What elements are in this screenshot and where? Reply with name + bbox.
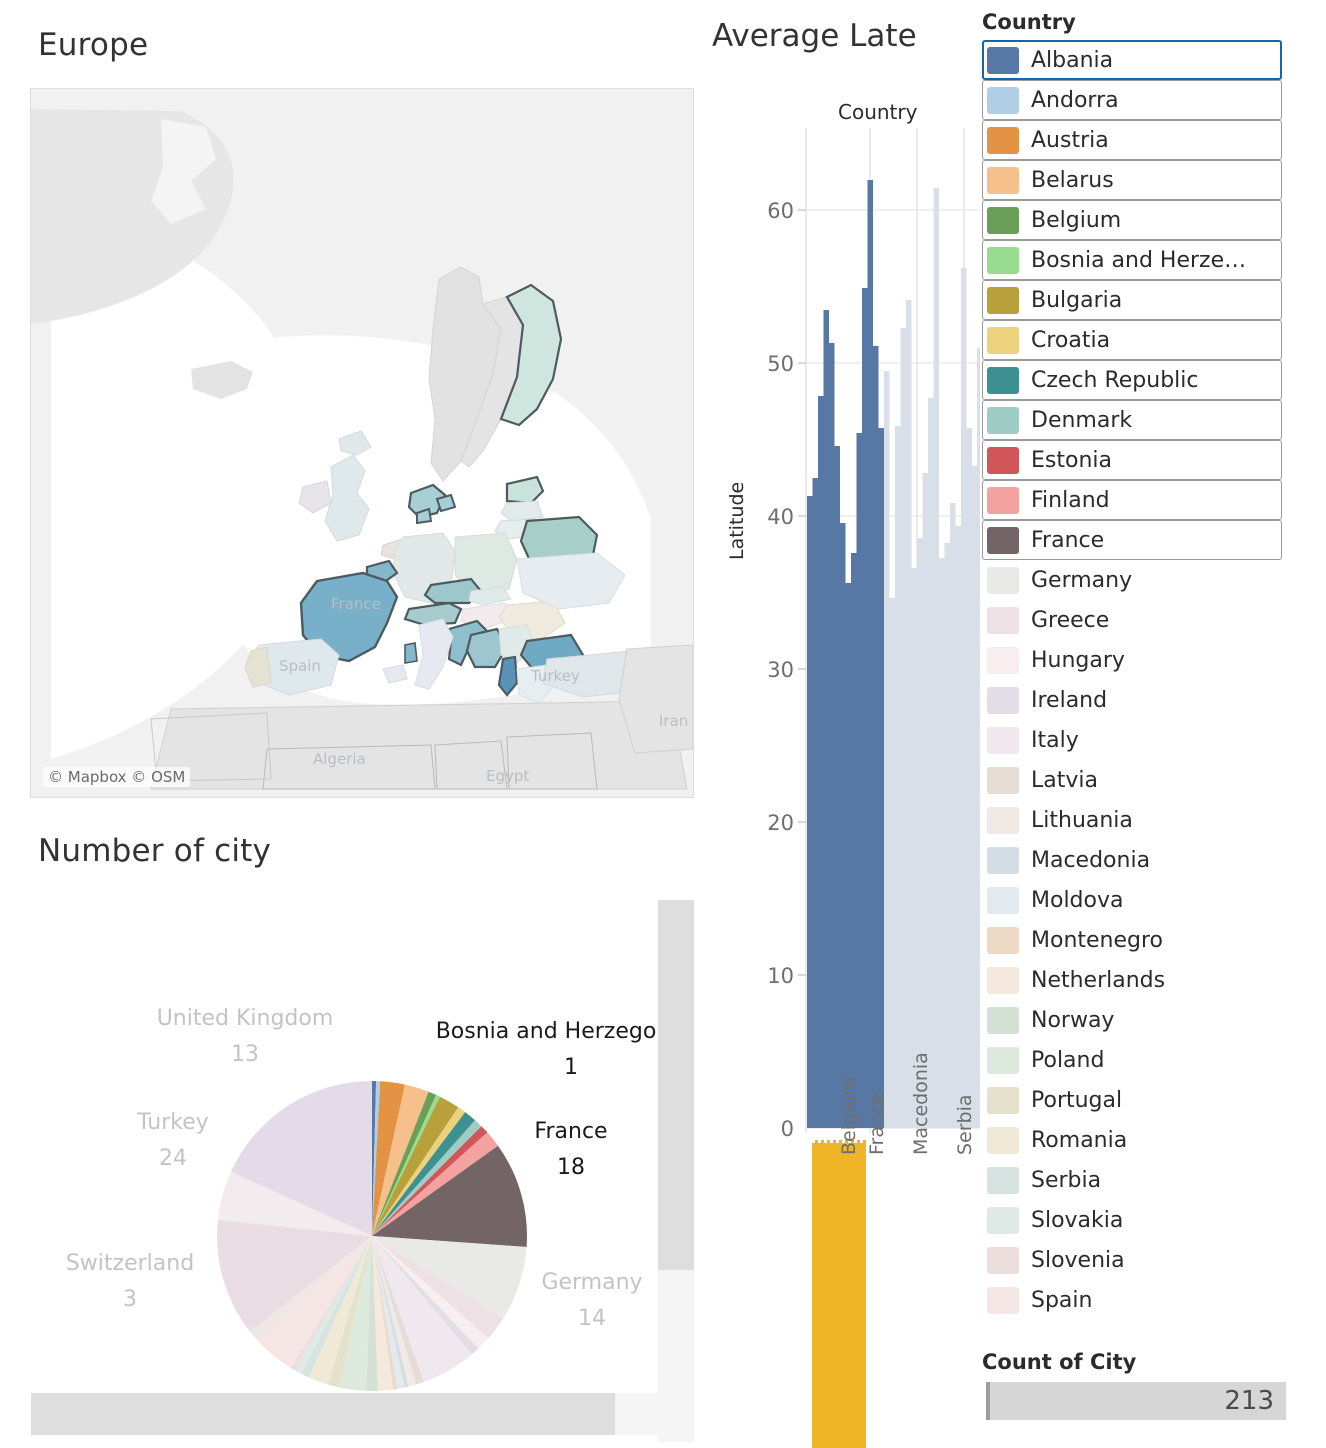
legend-item-label: Slovakia	[1031, 1207, 1124, 1233]
legend-item-germany[interactable]	[982, 560, 1282, 600]
legend-item-estonia[interactable]	[982, 440, 1282, 480]
pie-label-germany: Germany	[541, 1270, 643, 1295]
legend-item-label: Ireland	[1031, 687, 1108, 713]
legend-item-label: Lithuania	[1031, 807, 1133, 833]
legend-item-moldova[interactable]	[982, 880, 1282, 920]
pie-label-united-kingdom: United Kingdom	[156, 1006, 334, 1031]
legend-item-label: Greece	[1031, 607, 1110, 633]
legend-swatch-icon	[987, 927, 1019, 954]
legend-title: Country	[982, 10, 1076, 34]
legend-item-slovakia[interactable]	[982, 1200, 1282, 1240]
map-panel-title: Europe	[38, 27, 149, 63]
legend-swatch-icon	[987, 767, 1019, 794]
pie-panel-title: Number of city	[38, 833, 272, 869]
legend-swatch-icon	[987, 567, 1019, 594]
pie-horizontal-scrollbar-track[interactable]	[615, 1393, 664, 1435]
legend-item-serbia[interactable]	[982, 1160, 1282, 1200]
legend-swatch-icon	[987, 167, 1019, 194]
legend-item-spain[interactable]	[982, 1280, 1282, 1320]
legend-item-france[interactable]	[982, 520, 1282, 560]
legend-swatch-icon	[987, 1047, 1019, 1074]
x-tick-serbia[interactable]	[934, 1094, 976, 1295]
legend-item-label: Hungary	[1031, 647, 1125, 673]
map-canvas[interactable]	[31, 89, 693, 797]
legend-swatch-icon	[987, 127, 1019, 154]
legend-item-label: Bosnia and Herze…	[1031, 247, 1247, 273]
legend-item-macedonia[interactable]	[982, 840, 1282, 880]
pie-vertical-scrollbar-thumb[interactable]	[658, 900, 694, 1270]
legend-item-label: France	[1031, 527, 1105, 553]
legend-item-label: Estonia	[1031, 447, 1112, 473]
legend-item-romania[interactable]	[982, 1120, 1282, 1160]
x-tick-serbia-label: Serbia	[954, 1094, 976, 1155]
legend-item-label: Latvia	[1031, 767, 1098, 793]
bar-y-axis-label: Latitude	[726, 481, 748, 560]
legend-swatch-icon	[987, 287, 1019, 314]
legend-item-czech-republic[interactable]	[982, 360, 1282, 400]
y-tick-40: 40	[767, 505, 794, 529]
europe-map[interactable]	[30, 88, 694, 798]
legend-item-label: Netherlands	[1031, 967, 1166, 993]
count-of-city-title: Count of City	[982, 1350, 1137, 1374]
number-of-city-pie-panel[interactable]	[30, 898, 694, 1443]
legend-item-norway[interactable]	[982, 1000, 1282, 1040]
legend-item-hungary[interactable]	[982, 640, 1282, 680]
legend-swatch-icon	[987, 1247, 1019, 1274]
bar-group-highlighted[interactable]	[807, 180, 884, 1128]
y-tick-10: 10	[767, 964, 794, 988]
legend-item-austria[interactable]	[982, 120, 1282, 160]
pie-label-turkey: Turkey	[137, 1110, 209, 1135]
legend-item-label: Belarus	[1031, 167, 1114, 193]
map-label-france: France	[331, 595, 381, 613]
legend-item-italy[interactable]	[982, 720, 1282, 760]
legend-item-list[interactable]	[982, 40, 1282, 1320]
pie-value-bosnia: 1	[564, 1055, 578, 1080]
bar-group-dimmed[interactable]	[884, 188, 980, 1128]
legend-item-belgium[interactable]	[982, 200, 1282, 240]
map-label-algeria: Algeria	[313, 750, 366, 768]
pie-value-switzerland: 3	[123, 1287, 137, 1312]
legend-item-latvia[interactable]	[982, 760, 1282, 800]
legend-swatch-icon	[987, 247, 1019, 274]
x-tick-macedonia[interactable]	[890, 1052, 932, 1305]
legend-item-croatia[interactable]	[982, 320, 1282, 360]
legend-item-label: Slovenia	[1031, 1247, 1125, 1273]
legend-item-portugal[interactable]	[982, 1080, 1282, 1120]
legend-swatch-icon	[987, 527, 1019, 554]
y-tick-60: 60	[767, 199, 794, 223]
legend-swatch-icon	[987, 1087, 1019, 1114]
legend-item-label: Poland	[1031, 1047, 1105, 1073]
legend-item-bosnia-and-herze[interactable]	[982, 240, 1282, 280]
x-tick-macedonia-label: Macedonia	[910, 1052, 932, 1155]
legend-item-albania[interactable]	[982, 40, 1282, 80]
map-label-iran: Iran	[659, 712, 689, 730]
legend-item-montenegro[interactable]	[982, 920, 1282, 960]
legend-swatch-icon	[987, 967, 1019, 994]
pie-label-france: France	[534, 1119, 608, 1144]
legend-swatch-icon	[987, 47, 1019, 74]
pie-label-switzerland: Switzerland	[65, 1251, 195, 1276]
legend-item-label: Italy	[1031, 727, 1079, 753]
legend-item-label: Croatia	[1031, 327, 1111, 353]
legend-swatch-icon	[987, 1287, 1019, 1314]
legend-item-netherlands[interactable]	[982, 960, 1282, 1000]
legend-item-label: Norway	[1031, 1007, 1115, 1033]
legend-item-label: Denmark	[1031, 407, 1133, 433]
map-label-turkey: Turkey	[531, 667, 580, 685]
y-tick-50: 50	[767, 352, 794, 376]
pie-value-france: 18	[557, 1155, 585, 1180]
legend-swatch-icon	[987, 367, 1019, 394]
legend-swatch-icon	[987, 1167, 1019, 1194]
map-label-egypt: Egypt	[486, 767, 530, 785]
legend-item-finland[interactable]	[982, 480, 1282, 520]
country-legend[interactable]	[982, 10, 1282, 1320]
legend-swatch-icon	[987, 687, 1019, 714]
x-tick-belgium-label: Belgium	[838, 1077, 860, 1155]
pie-value-united-kingdom: 13	[231, 1042, 259, 1067]
legend-item-label: Germany	[1031, 567, 1133, 593]
legend-item-poland[interactable]	[982, 1040, 1282, 1080]
x-tick-france-label: France	[866, 1091, 888, 1155]
legend-swatch-icon	[987, 447, 1019, 474]
legend-item-bulgaria[interactable]	[982, 280, 1282, 320]
map-label-spain: Spain	[279, 657, 321, 675]
x-tick-belgium[interactable]	[818, 1077, 860, 1295]
legend-swatch-icon	[987, 207, 1019, 234]
legend-item-slovenia[interactable]	[982, 1240, 1282, 1280]
right-margin	[1290, 0, 1326, 1448]
legend-swatch-icon	[987, 727, 1019, 754]
bar-column-header: Country	[838, 100, 918, 124]
legend-item-ireland[interactable]	[982, 680, 1282, 720]
bar-panel-title: Average Late	[712, 18, 917, 54]
count-of-city-bar[interactable]	[986, 1382, 1286, 1420]
pie-value-germany: 14	[578, 1306, 606, 1331]
count-of-city-value: 213	[1224, 1386, 1274, 1416]
legend-item-denmark[interactable]	[982, 400, 1282, 440]
legend-item-belarus[interactable]	[982, 160, 1282, 200]
legend-swatch-icon	[987, 1007, 1019, 1034]
legend-swatch-icon	[987, 327, 1019, 354]
legend-item-label: Austria	[1031, 127, 1109, 153]
legend-swatch-icon	[987, 407, 1019, 434]
pie-horizontal-scrollbar-thumb[interactable]	[31, 1393, 615, 1435]
pie-chart[interactable]	[30, 898, 694, 1443]
legend-item-label: Andorra	[1031, 87, 1119, 113]
legend-item-label: Romania	[1031, 1127, 1128, 1153]
legend-item-label: Portugal	[1031, 1087, 1123, 1113]
legend-item-label: Macedonia	[1031, 847, 1151, 873]
legend-item-greece[interactable]	[982, 600, 1282, 640]
map-attribution: © Mapbox © OSM	[43, 767, 190, 787]
legend-item-label: Finland	[1031, 487, 1110, 513]
legend-swatch-icon	[987, 87, 1019, 114]
legend-swatch-icon	[987, 607, 1019, 634]
legend-item-label: Albania	[1031, 47, 1114, 73]
legend-item-lithuania[interactable]	[982, 800, 1282, 840]
legend-item-label: Montenegro	[1031, 927, 1164, 953]
legend-item-label: Serbia	[1031, 1167, 1102, 1193]
legend-item-andorra[interactable]	[982, 80, 1282, 120]
pie-value-turkey: 24	[159, 1146, 187, 1171]
legend-swatch-icon	[987, 807, 1019, 834]
legend-item-label: Spain	[1031, 1287, 1093, 1313]
legend-swatch-icon	[987, 1127, 1019, 1154]
legend-item-label: Belgium	[1031, 207, 1122, 233]
y-tick-0: 0	[780, 1117, 794, 1141]
legend-item-label: Moldova	[1031, 887, 1124, 913]
legend-swatch-icon	[987, 1207, 1019, 1234]
pie-label-bosnia: Bosnia and Herzego	[435, 1019, 657, 1044]
legend-item-label: Bulgaria	[1031, 287, 1123, 313]
y-tick-30: 30	[767, 658, 794, 682]
legend-swatch-icon	[987, 887, 1019, 914]
legend-swatch-icon	[987, 647, 1019, 674]
legend-swatch-icon	[987, 847, 1019, 874]
legend-swatch-icon	[987, 487, 1019, 514]
legend-item-label: Czech Republic	[1031, 367, 1199, 393]
y-tick-20: 20	[767, 811, 794, 835]
